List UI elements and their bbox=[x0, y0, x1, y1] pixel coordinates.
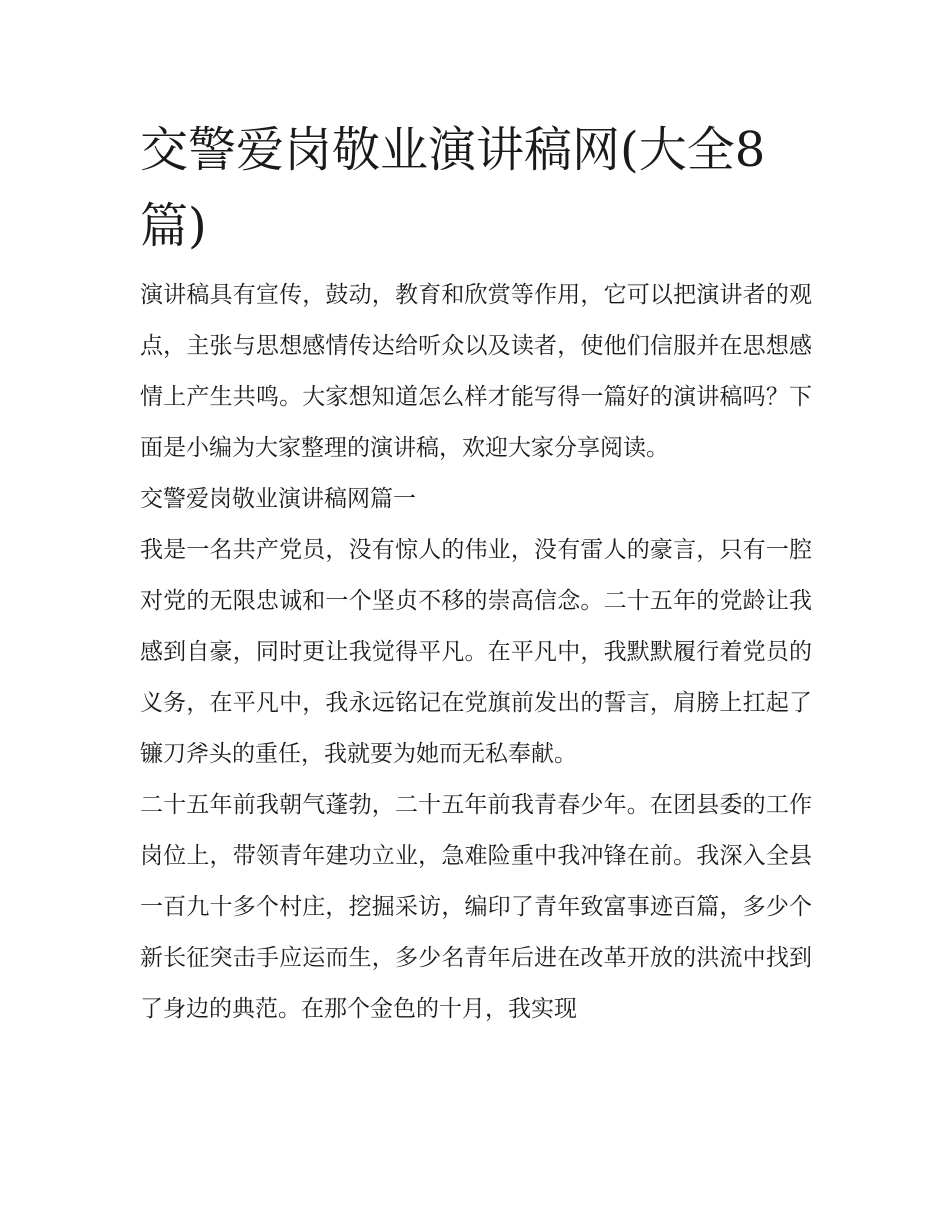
body-paragraph-1: 我是一名共产党员，没有惊人的伟业，没有雷人的豪言，只有一腔对党的无限忠诚和一个坚贞不移的崇高信念。二十五年的党龄让我感到自豪，同时更让我觉得平凡。在平凡中，我默默履行着党员的义务，在平凡中，我永远铭记在党旗前发出的誓言，肩膀上扛起了镰刀斧头的重任，我就要为她而无私奉献。 bbox=[140, 537, 812, 767]
intro-paragraph: 演讲稿具有宣传，鼓动，教育和欣赏等作用，它可以把演讲者的观点，主张与思想感情传达给听众以及读者，使他们信服并在思想感情上产生共鸣。大家想知道怎么样才能写得一篇好的演讲稿吗？下面是小编为大家整理的演讲稿，欢迎大家分享阅读。 bbox=[140, 282, 812, 461]
body-paragraph-2: 二十五年前我朝气蓬勃，二十五年前我青春少年。在团县委的工作岗位上，带领青年建功立业，急难险重中我冲锋在前。我深入全县一百九十多个村庄，挖掘采访，编印了青年致富事迹百篇，多少个新长征突击手应运而生，多少名青年后进在改革开放的洪流中找到了身边的典范。在那个金色的十月，我实现 bbox=[140, 792, 812, 1022]
document-page bbox=[140, 112, 812, 1035]
document-title: 交警爱岗敬业演讲稿网(大全8篇) bbox=[140, 122, 766, 254]
section-heading: 交警爱岗敬业演讲稿网篇一 bbox=[140, 486, 416, 512]
